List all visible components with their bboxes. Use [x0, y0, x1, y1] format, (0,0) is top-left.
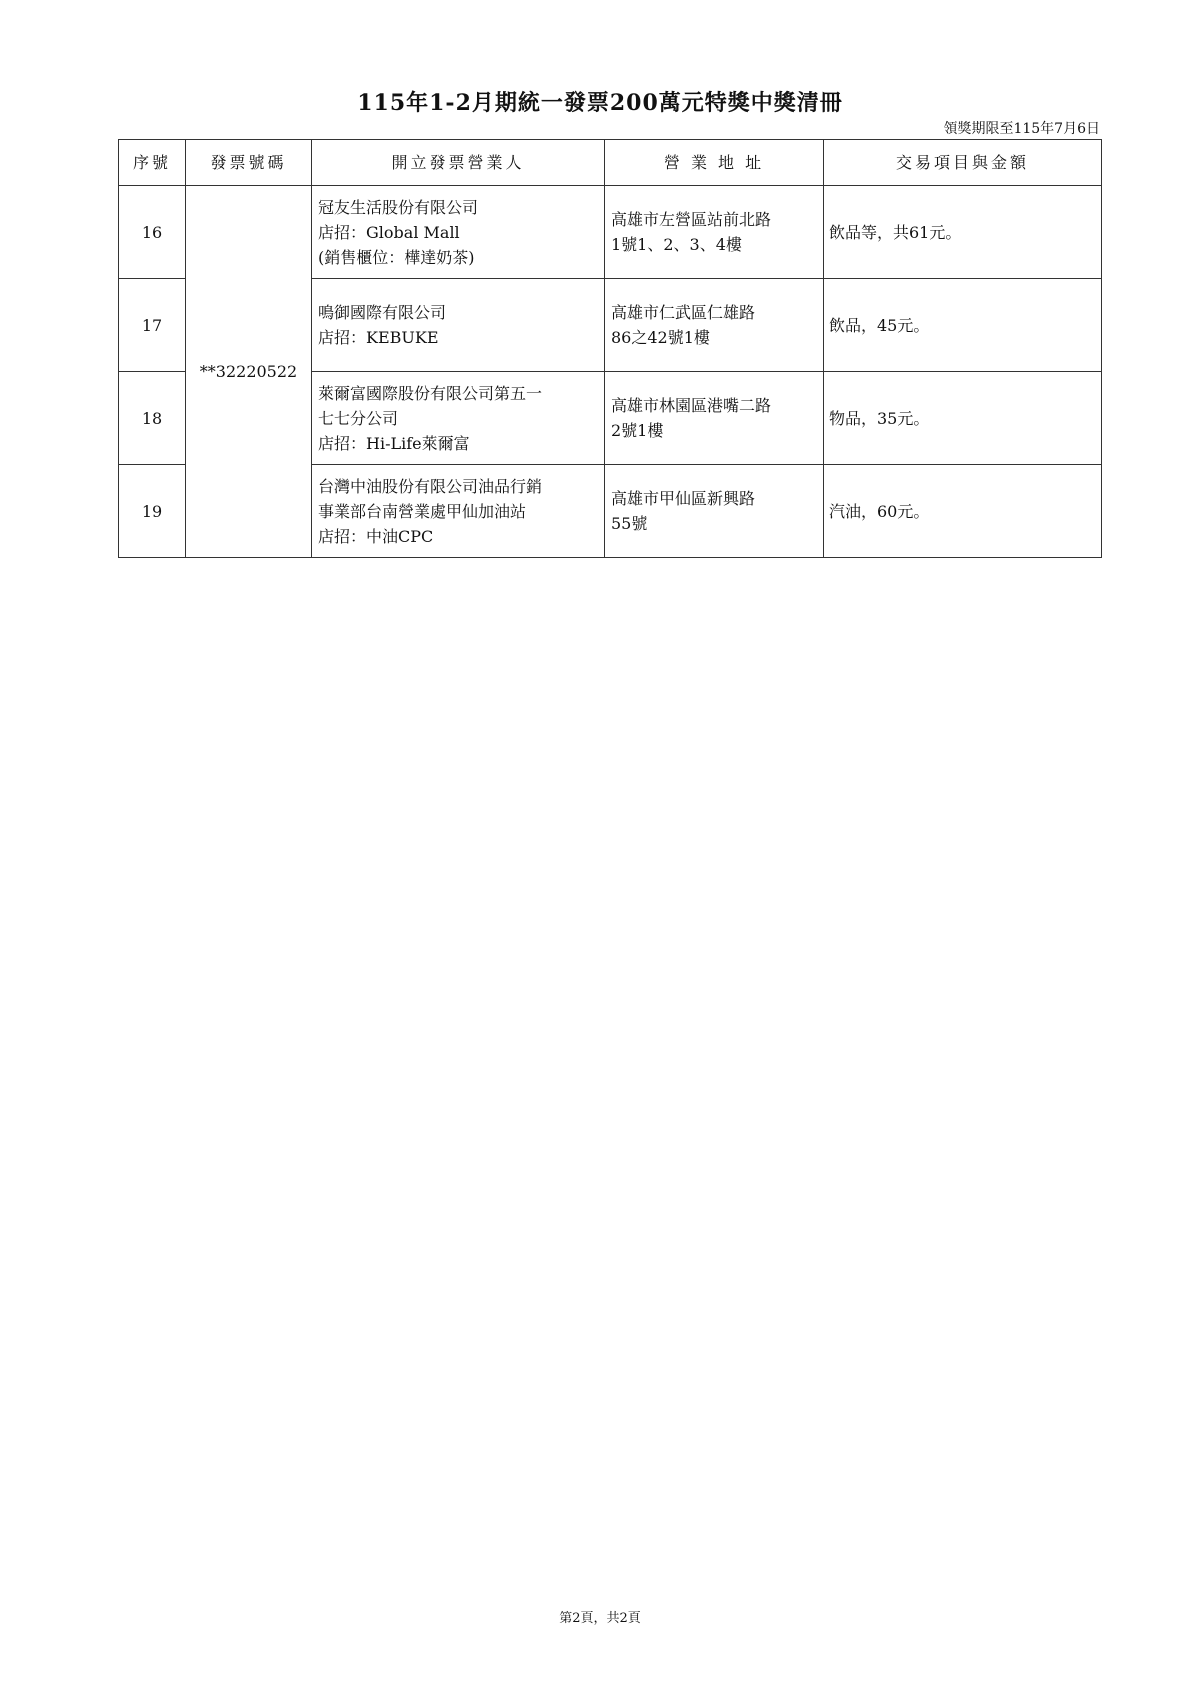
merchant-line: 店招：KEBUKE [318, 328, 439, 347]
merchant-line: 七七分公司 [318, 408, 399, 428]
invoice-number: **32220522 [186, 186, 312, 558]
item-amount: 物品，35元。 [824, 372, 1102, 465]
document-title: 115年1-2月期統一發票200萬元特獎中獎清冊 [357, 90, 843, 116]
merchant-cell [312, 465, 605, 558]
merchant-line: 店招：Global Mall [318, 222, 460, 242]
winners-table [118, 139, 1102, 558]
merchant-line: 鳴御國際有限公司 [318, 303, 447, 322]
address-line: 高雄市仁武區仁雄路 [611, 303, 756, 322]
item-amount: 飲品，45元。 [824, 279, 1102, 372]
merchant-cell [312, 279, 605, 372]
merchant-line: 店招：中油CPC [318, 526, 434, 546]
table-header-row [119, 140, 1102, 186]
merchant-line: 台灣中油股份有限公司油品行銷 [318, 476, 543, 496]
address-line: 2號1樓 [611, 421, 664, 440]
row-seq: 17 [119, 279, 186, 372]
item-amount: 汽油，60元。 [824, 465, 1102, 558]
header-seq: 序號 [119, 140, 186, 186]
merchant-cell [312, 186, 605, 279]
address-line: 高雄市林園區港嘴二路 [611, 396, 772, 415]
row-seq: 19 [119, 465, 186, 558]
merchant-cell [312, 372, 605, 465]
address-line: 86之42號1樓 [611, 328, 710, 347]
header-merchant: 開立發票營業人 [312, 140, 605, 186]
address-line: 55號 [611, 514, 648, 533]
merchant-line: 冠友生活股份有限公司 [318, 197, 479, 217]
address-cell [605, 279, 824, 372]
address-line: 1號1、2、3、4樓 [611, 235, 742, 254]
address-line: 高雄市左營區站前北路 [611, 210, 772, 229]
page-number-footer: 第2頁，共2頁 [559, 1611, 641, 1626]
row-seq: 16 [119, 186, 186, 279]
table-row [119, 186, 1102, 279]
address-cell [605, 186, 824, 279]
merchant-line: 事業部台南營業處甲仙加油站 [318, 501, 527, 521]
header-invoice-number: 發票號碼 [186, 140, 312, 186]
merchant-line: 萊爾富國際股份有限公司第五一 [318, 383, 543, 403]
header-address: 營 業 地 址 [605, 140, 824, 186]
claim-deadline: 領獎期限至115年7月6日 [943, 121, 1100, 137]
item-amount: 飲品等，共61元。 [824, 186, 1102, 279]
header-item-amount: 交易項目與金額 [824, 140, 1102, 186]
row-seq: 18 [119, 372, 186, 465]
address-line: 高雄市甲仙區新興路 [611, 489, 756, 508]
address-cell [605, 372, 824, 465]
merchant-line: 店招：Hi-Life萊爾富 [318, 433, 470, 453]
address-cell [605, 465, 824, 558]
merchant-line: (銷售櫃位：樺達奶茶) [318, 247, 475, 267]
